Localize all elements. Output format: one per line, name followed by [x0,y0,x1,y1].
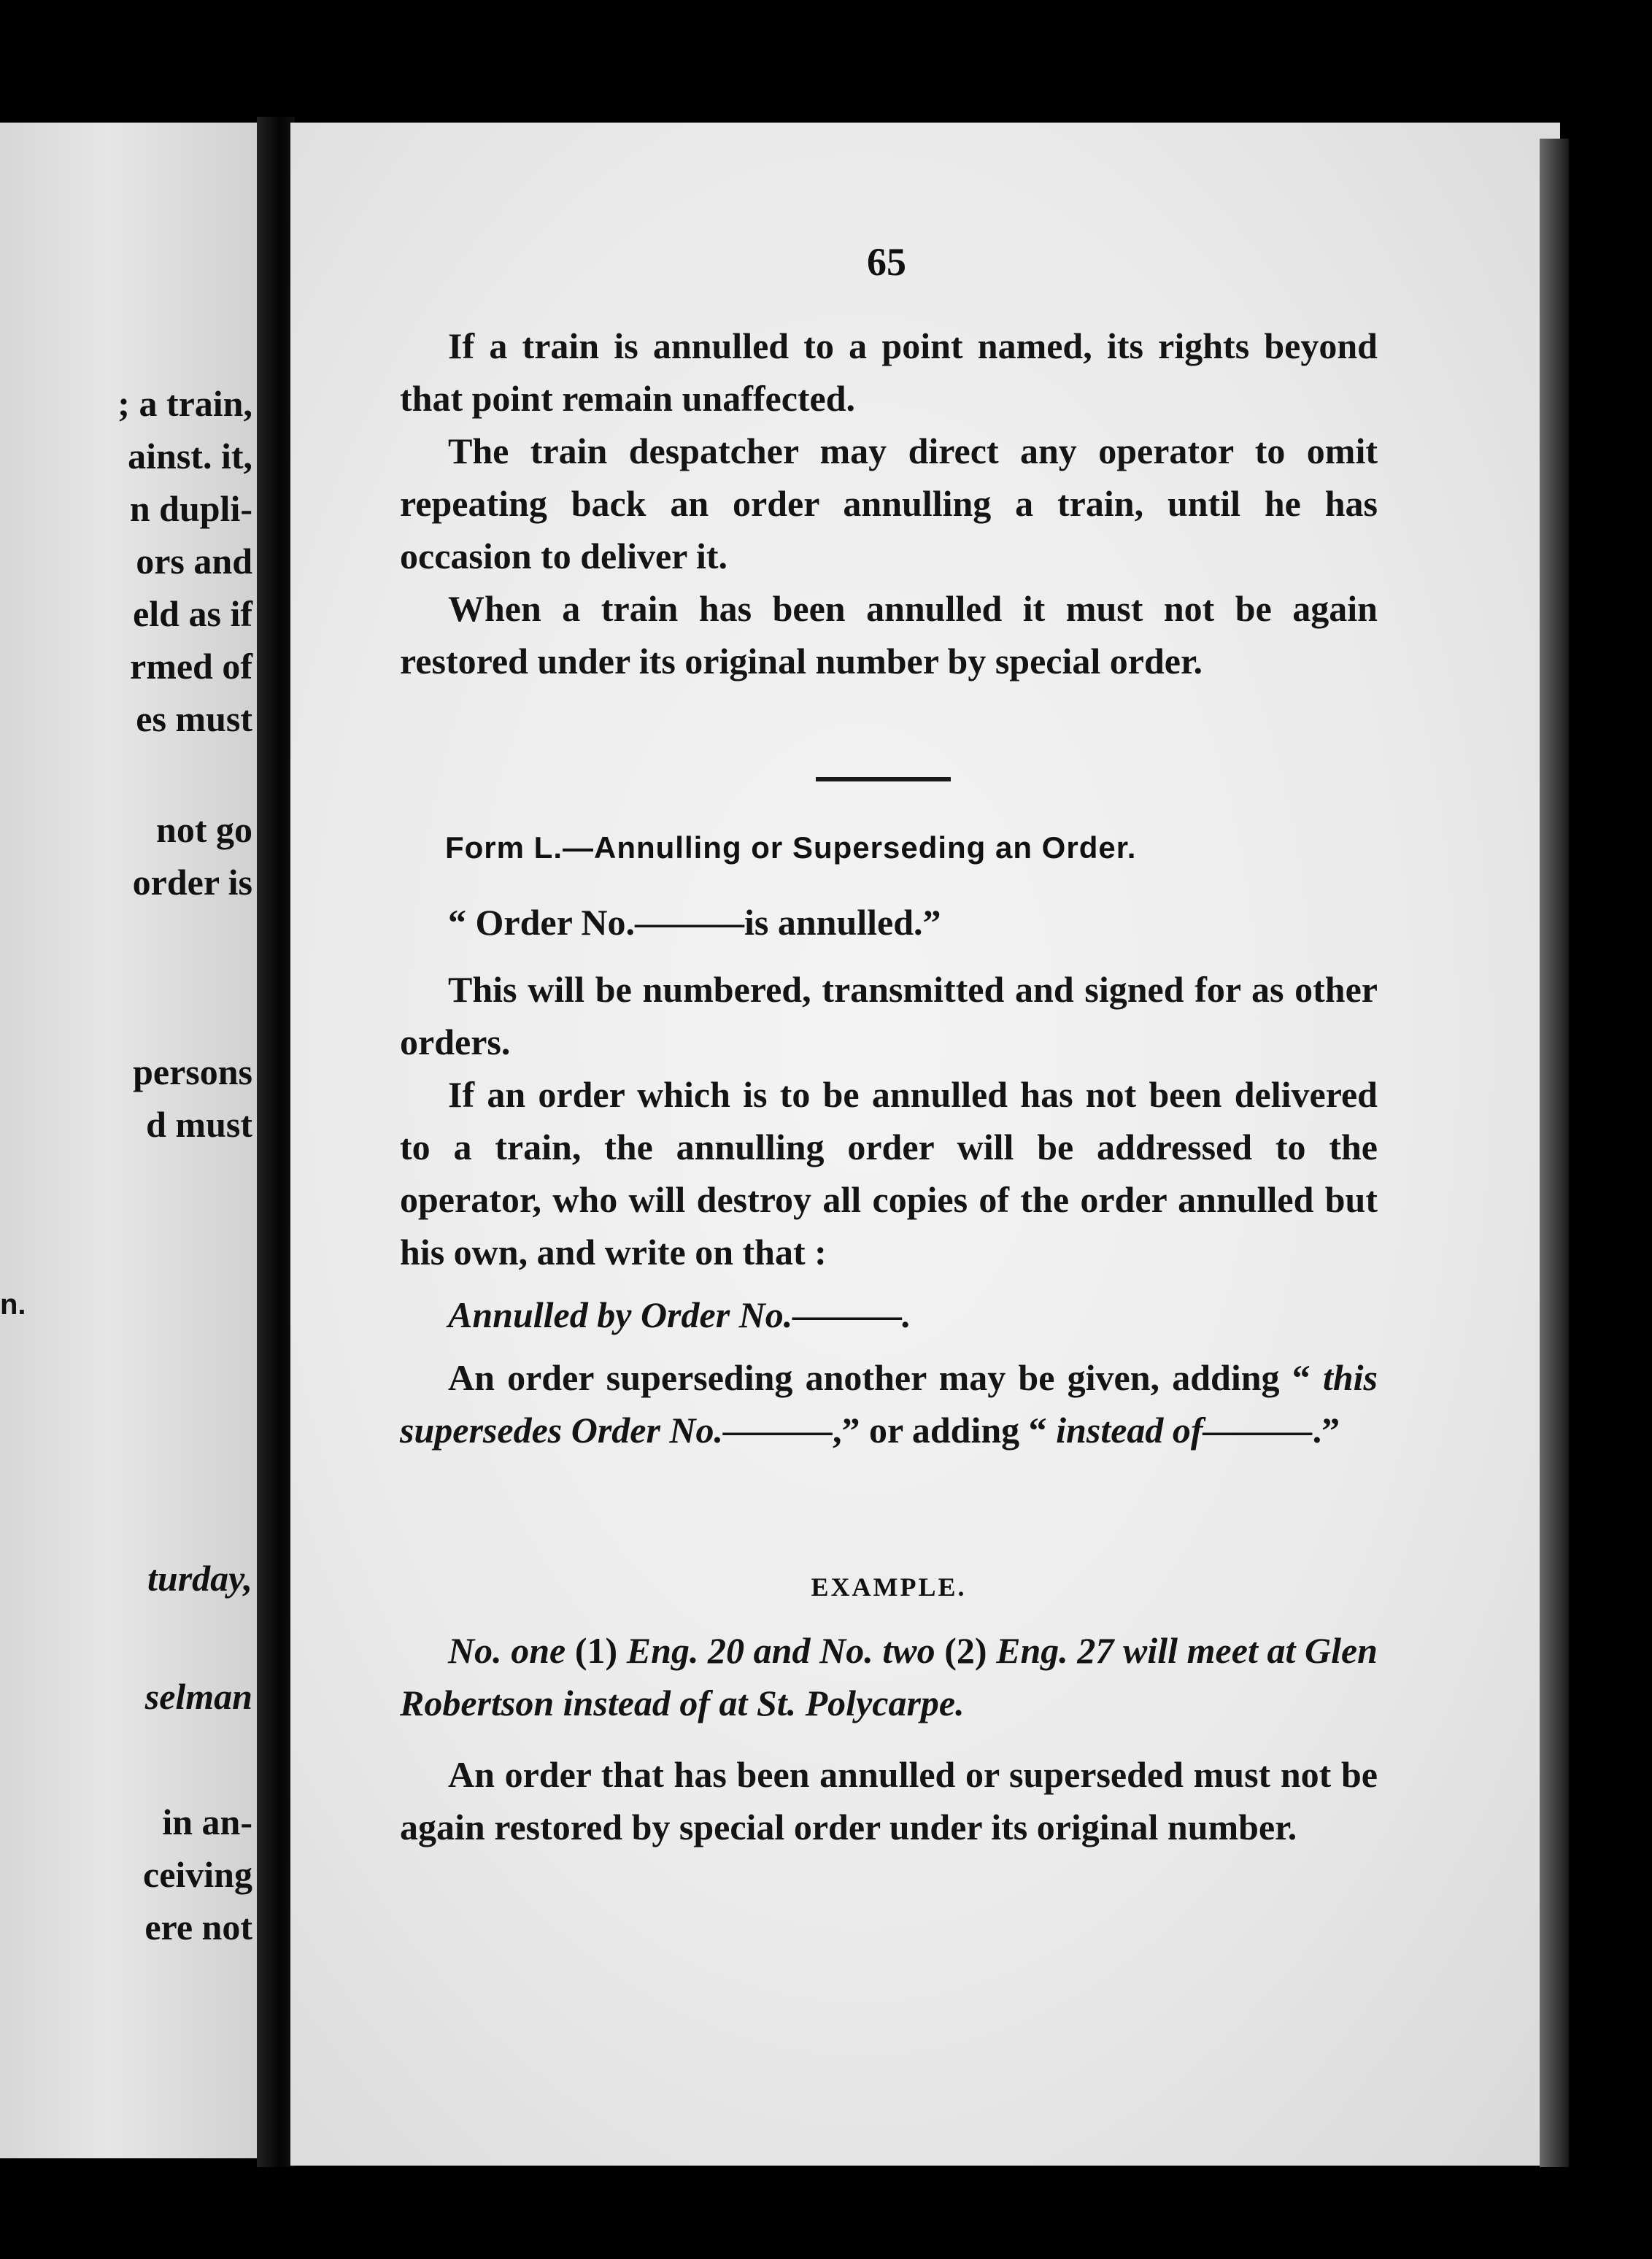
page-number: 65 [867,240,906,284]
text-span: .” [1312,1410,1340,1451]
italic-span: No. one [448,1630,566,1671]
left-text-line: eld as if [133,593,252,634]
page-65 [290,123,1560,2166]
italic-span: this supersedes Order No.——— [400,1357,1378,1451]
left-text-line: in an- [162,1802,252,1842]
left-text-line: order is [132,862,252,903]
example-text [400,1624,1378,1729]
left-text-line: ere not [144,1907,252,1947]
form-heading: Form L.—Annulling or Superseding an Order. [445,830,1137,865]
top-paragraphs [400,320,1378,687]
previous-page [0,123,271,2158]
paragraph: If a train is annulled to a point named, its rights beyond that point remain unaffected. [400,325,1378,419]
left-text-line: ors and [136,541,252,582]
supersede-paragraph [400,1351,1378,1456]
paragraph: If an order which is to be annulled has not been delivered to a train, the annulling order will be addressed to the operator, who will destroy all copies of the order annulled but his own, and write on that : [400,1074,1378,1273]
italic-span: instead of——— [1056,1410,1313,1451]
left-text-line: turday, [147,1558,252,1599]
text-span: (2) [935,1630,997,1671]
left-text-line: not go [156,809,252,850]
form-text: “ Order No.———is annulled.” [448,902,941,943]
left-text-line: n. [0,1289,26,1321]
example-heading: EXAMPLE. [811,1572,967,1602]
book-gutter [257,117,295,2167]
annulled-line: Annulled by Order No.———. [448,1294,911,1335]
left-text-line: es must [136,698,252,739]
left-text-line: n dupli- [129,488,252,529]
text-span: ,” or adding “ [833,1410,1057,1451]
page-edge [1540,139,1569,2167]
middle-paragraphs [400,896,1378,1456]
left-text-line: ceiving [143,1854,252,1895]
example-block [400,1624,1378,1853]
left-text-line: d must [146,1104,252,1145]
left-text-line: selman [144,1676,252,1717]
final-paragraph: An order that has been annulled or superseded must not be again restored by special order under its original number. [400,1754,1378,1847]
left-text-line: ; a train, [117,383,252,424]
paragraph: The train despatcher may direct any operator to omit repeating back an order annulling a train, until he has occasion to deliver it. [400,430,1378,576]
left-text-line: ainst. it, [128,436,252,476]
italic-span: Eng. 27 will meet at Glen Robertson instead of at St. Polycarpe. [400,1630,1378,1723]
text-span: (1) [566,1630,627,1671]
paragraph: This will be numbered, transmitted and signed for as other orders. [400,969,1378,1062]
paragraph: When a train has been annulled it must not be again restored under its original number by special order. [400,588,1378,681]
left-text-line: rmed of [130,646,252,687]
section-divider [816,777,951,781]
left-text-line: persons [133,1051,252,1092]
italic-span: Eng. 20 and No. two [626,1630,935,1671]
text-span: An order superseding another may be given, adding “ [448,1357,1323,1398]
